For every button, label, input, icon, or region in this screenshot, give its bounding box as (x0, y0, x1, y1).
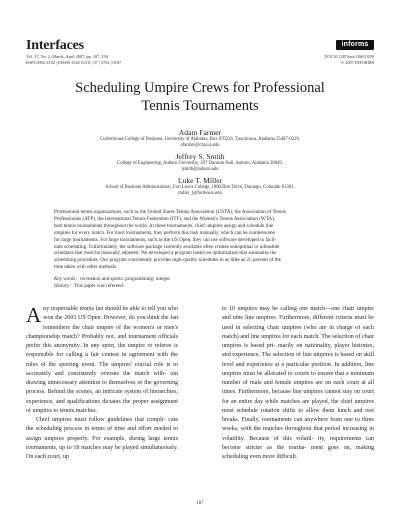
body-line: while matches are played, the chief umpires must (222, 398, 375, 414)
abstract-line: itate scheduling. Unfortunately, the software package currently available often creates suboptimal or infeasible (54, 243, 280, 250)
abstract (54, 209, 346, 271)
history-text: This paper was refereed. (73, 283, 125, 289)
body-line: umpire and nine line umpires. Furthermore, different (222, 306, 374, 322)
abstract-line: schedules that must be manually adjusted. We developed a program based on optimization that automates the (54, 250, 277, 257)
body-line: line umpires cannot stay on court for an entire day (222, 389, 375, 405)
author-email: miller_l@fortlewis.edu (178, 190, 222, 196)
body-column-left (26, 305, 178, 462)
abstract-line: host tennis tournaments throughout the world. At these tournaments, chief umpires assign and schedule line (54, 222, 274, 229)
journal-name: Interfaces (26, 38, 84, 53)
author-affiliation: School of Business Administration, Fort Lewis College, 1000 Rim Drive, Durango, Colorado 81301, (105, 185, 295, 190)
body-line: match. The selection of chair umpires is based pri- (222, 333, 374, 349)
title-line: Tennis Tournaments (141, 98, 259, 114)
keywords (54, 276, 346, 283)
body-line: line umpires must be allocated to courts to ensure (222, 361, 375, 377)
page-number: 187 (196, 501, 204, 506)
paragraph (222, 305, 374, 462)
body-line: matches. (75, 407, 98, 414)
author-affiliation: Culverhouse College of Business, University of Alabama, Box 870226, Tuscaloosa, Alabama 35487-0226, (100, 137, 300, 142)
body-line: you who won the 2003 US Open. However, do (43, 306, 178, 322)
paragraph (26, 416, 178, 462)
body-line: are in charge of each match) and line umpires for each (222, 324, 374, 340)
author-name: Jeffrey S. Smith (175, 152, 225, 161)
body-line: not, and tournament officials prefer this anonymity. (26, 333, 179, 349)
body-line: ny respectable tennis fan should be able to tell (43, 306, 156, 312)
title-line: Scheduling Umpire Crews for Professional (75, 80, 325, 96)
body-line: you think the fan remembers the chair umpire of (43, 315, 178, 331)
keywords-label: Key words: (54, 276, 78, 282)
body-line: and experience at a particular position. In addition, (235, 361, 363, 368)
body-line: to 10 umpires may be calling one match—one chair (222, 306, 355, 312)
body-line: may be played simultaneously. On each court, up (26, 444, 178, 460)
copyright-line: © 2007 INFORMS (340, 60, 374, 65)
body-line: needed to assign umpires properly. For example, (26, 426, 178, 442)
keywords-text: recreation and sports: programming: integer. (80, 276, 171, 282)
body-line: The selection of line umpires is based on skill level (222, 352, 374, 368)
body-line: breaks. Finally, tournaments can anywhere from one (222, 417, 353, 423)
paper-title (40, 79, 360, 115)
body-line: the governing process. Behind the scenes, an intricate (26, 380, 179, 396)
body-line: ment goes on, making scheduling even more difficult. (222, 444, 375, 460)
body-column-right (222, 305, 374, 462)
body-line: accurately and consistently oversee the match with- (26, 370, 167, 377)
body-line: criteria must be used in selecting chair umpires (who (222, 315, 374, 331)
abstract-line: time taken with other methods. (54, 264, 118, 271)
author-email: jsmith@auburn.edu (181, 166, 219, 172)
body-line: the sporting event. The umpires' crucial role is to (48, 361, 179, 368)
abstract-line: for large tournaments. For large tournaments, such as the US Open, they can use software developed to facil- (54, 236, 277, 243)
body-line: Chief umpires must follow guidelines that compli- (36, 417, 166, 423)
body-line: to three weeks, with the matches throughout that (222, 417, 374, 433)
author-email: afarmer@cba.ua.edu (180, 142, 220, 148)
drop-cap: A (26, 303, 42, 327)
history (54, 283, 346, 290)
author-name: Luke T. Miller (177, 176, 223, 185)
body-line: during large tennis tournaments, up to 18 matches (26, 435, 178, 451)
body-line: ity, requirements can become stricter as the tourna- (222, 435, 375, 451)
volume-line: Vol. 37, No. 2, March–April 2007, pp. 187–194 (26, 54, 108, 59)
author-name: Adam Farmer (178, 128, 222, 137)
paragraph (26, 305, 178, 416)
informs-logo: informs (336, 40, 374, 50)
issn-line: ISSN 0092-2102 | EISSN 1526-551X | 07 | 3702 | 0187 (26, 60, 122, 65)
body-line: period increasing in volatility. Because of this volatil- (222, 426, 374, 442)
history-label: History: (54, 283, 71, 289)
abstract-line: umpires for every match. For most tournaments, they perform this task manually, which can be cumbersome (54, 229, 275, 236)
body-line: system of hierarchies, experience, and qualifications (26, 389, 178, 405)
author-affiliation: College of Engineering, Auburn University, 207 Dunstan Hall, Auburn, Alabama 36849, (117, 161, 283, 166)
abstract-line: Professionals (ATP), the International Tennis Federation (ITF), and the Women's Tennis Association (WTA), (54, 215, 276, 222)
body-line: cate the scheduling process in terms of time and effort (26, 417, 179, 433)
body-line: schedule rotation shifts to allow them lunch and rest (236, 407, 374, 414)
body-line: In any sport, the umpire or referee is responsible for (26, 343, 179, 359)
doi-line: DOI 10.1287/inte.1060.0259 (324, 54, 374, 59)
body-line: are on each court at all times. Furthermore, because (222, 380, 374, 396)
body-line: out drawing unnecessary attention to themselves or (26, 370, 178, 386)
abstract-line: scheduling procedure. Our program consistently provides high-quality schedules in as little as 25 percent of the (54, 257, 281, 264)
abstract-line: Professional tennis organizations, such as the United States Tennis Association (USTA), the Association of Tennis (54, 209, 287, 215)
body-line: marily on nationality, player histories, and experience. (222, 343, 374, 359)
body-line: calling a fair contest in agreement with the rules of (26, 352, 178, 368)
body-line: the women's or men's championship match? Probably (26, 324, 179, 340)
body-line: that a minimum number of male and female umpires (222, 370, 375, 386)
body-line: dictates the proper assignment of umpires to tennis (26, 398, 178, 414)
